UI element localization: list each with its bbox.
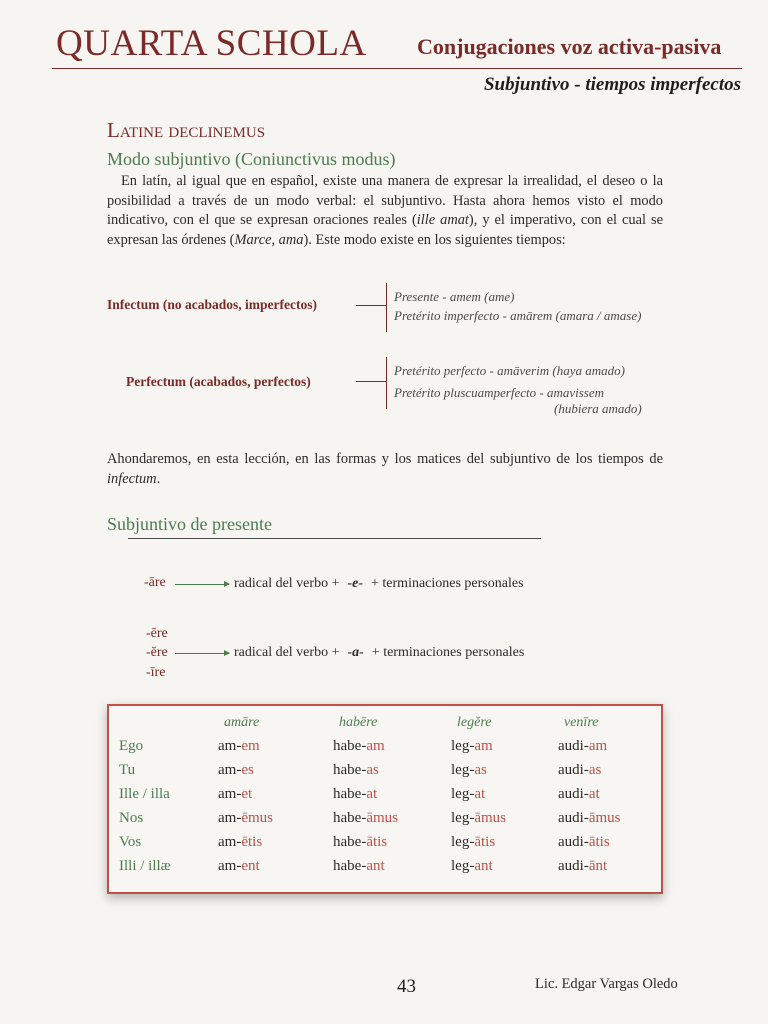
form-ending: am	[366, 738, 385, 754]
form-stem: habe-	[333, 762, 367, 778]
conjugated-form	[333, 738, 385, 755]
perfectum-label: Perfectum (acabados, perfectos)	[126, 374, 311, 389]
conjugated-form	[333, 762, 379, 779]
form-ending: at	[366, 786, 378, 802]
form-stem: audi-	[558, 786, 589, 802]
mode-heading: Modo subjuntivo (Coniunctivus modus)	[107, 149, 396, 169]
formula-rule-2	[234, 645, 524, 661]
form-ending: am	[588, 738, 608, 754]
form-stem: audi-	[558, 810, 589, 826]
pronoun-label: Vos	[119, 834, 142, 850]
form-ending: as	[366, 762, 379, 778]
verb-ending: -īre	[146, 665, 166, 680]
pronoun-label: Tu	[119, 762, 136, 778]
form-ending: āmus	[474, 810, 506, 826]
form-stem: am-	[218, 834, 242, 850]
form-stem: audi-	[558, 762, 589, 778]
form-stem: leg-	[451, 858, 475, 874]
conjugated-form	[451, 810, 506, 827]
section-heading: Latine declinemus	[107, 118, 266, 142]
arrow-icon	[175, 584, 229, 585]
form-stem: habe-	[333, 810, 367, 826]
form-stem: leg-	[451, 786, 475, 802]
conjugated-form	[558, 786, 600, 803]
formula-rule-1	[234, 576, 524, 592]
tense-item: Pretérito pluscuamperfecto - amavissem	[394, 385, 604, 400]
form-stem: am-	[218, 762, 242, 778]
form-ending: ātis	[474, 834, 496, 850]
conjugated-form	[218, 834, 262, 851]
text-run: .	[156, 470, 161, 487]
text-run: ). Este modo existe en los siguientes tiempos:	[303, 231, 566, 248]
form-stem: habe-	[333, 834, 367, 850]
form-ending: ant	[474, 858, 493, 874]
form-ending: āmus	[366, 810, 398, 826]
form-stem: leg-	[451, 834, 475, 850]
conjugated-form	[558, 834, 610, 851]
page-number: 43	[397, 976, 416, 997]
text-run: Ahondaremos, en esta lección, en las formas y los matices del subjuntivo de los tiempos de	[107, 451, 663, 467]
perfectum-bracket	[386, 357, 387, 409]
conjugated-form	[451, 738, 493, 755]
form-stem: audi-	[558, 738, 589, 754]
tense-item: Pretérito imperfecto - amārem (amara / amase)	[394, 308, 642, 323]
conjugation-table	[107, 704, 663, 894]
conjugated-form	[218, 858, 260, 875]
tense-item: Pretérito perfecto - amāverim (haya amado)	[394, 363, 625, 378]
form-stem: am-	[218, 858, 242, 874]
formula-vowel: -a-	[347, 645, 364, 660]
form-stem: habe-	[333, 786, 367, 802]
conjugated-form	[218, 762, 254, 779]
subjuntivo-heading: Subjuntivo de presente	[107, 514, 272, 534]
formula-vowel: -e-	[347, 576, 364, 591]
form-ending: et	[241, 786, 253, 802]
conjugated-form	[558, 858, 607, 875]
infectum-label: Infectum (no acabados, imperfectos)	[107, 297, 317, 312]
conjugated-form	[333, 834, 387, 851]
infectum-bracket-line	[356, 305, 386, 306]
form-stem: habe-	[333, 858, 367, 874]
form-ending: es	[241, 762, 254, 778]
text-run: ), y el imperativo, con el cual se expresan las órdenes (	[107, 212, 663, 248]
form-ending: āmus	[588, 810, 621, 826]
brand-title: QUARTA SCHOLA	[56, 23, 367, 64]
form-stem: leg-	[451, 762, 475, 778]
author-credit: Lic. Edgar Vargas Oledo	[535, 976, 678, 992]
verb-header: habēre	[339, 715, 378, 730]
form-stem: am-	[218, 738, 242, 754]
verb-header: venīre	[564, 715, 599, 730]
pronoun-label: Nos	[119, 810, 144, 826]
italic-example: infectum	[107, 470, 157, 487]
conjugated-form	[558, 738, 607, 755]
pronoun-label: Ille / illa	[119, 786, 170, 802]
form-ending: ātis	[588, 834, 610, 850]
conjugated-form	[218, 810, 273, 827]
conjugated-form	[451, 762, 487, 779]
conjugated-form	[451, 786, 485, 803]
form-ending: at	[588, 786, 600, 802]
infectum-bracket	[386, 283, 387, 332]
form-ending: ant	[366, 858, 385, 874]
tense-item: Presente - amem (ame)	[394, 289, 515, 304]
form-ending: ānt	[588, 858, 608, 874]
verb-ending: -ĕre	[146, 645, 168, 660]
conjugated-form	[218, 786, 252, 803]
form-ending: as	[474, 762, 487, 778]
form-ending: at	[474, 786, 486, 802]
formula-radical: radical del verbo +	[234, 645, 340, 660]
conjugated-form	[333, 858, 385, 875]
form-stem: leg-	[451, 738, 475, 754]
arrow-icon	[175, 653, 229, 654]
form-ending: em	[241, 738, 260, 754]
pronoun-label: Illi / illæ	[119, 858, 171, 874]
form-ending: ent	[241, 858, 260, 874]
verb-ending: -āre	[144, 575, 166, 590]
perfectum-bracket-line	[356, 381, 386, 382]
document-title: Conjugaciones voz activa-pasiva	[417, 34, 722, 59]
italic-example: ille amat	[416, 212, 469, 228]
form-ending: ētis	[241, 834, 263, 850]
tense-note: (hubiera amado)	[554, 401, 642, 416]
form-ending: ātis	[366, 834, 388, 850]
conjugated-form	[558, 762, 601, 779]
form-stem: audi-	[558, 834, 589, 850]
form-stem: audi-	[558, 858, 589, 874]
form-stem: habe-	[333, 738, 367, 754]
form-stem: am-	[218, 786, 242, 802]
pronoun-label: Ego	[119, 738, 144, 754]
form-stem: am-	[218, 810, 242, 826]
form-stem: leg-	[451, 810, 475, 826]
conjugated-form	[333, 786, 377, 803]
subjuntivo-rule	[128, 538, 541, 539]
header-rule	[52, 68, 742, 69]
verb-header: amāre	[224, 715, 260, 730]
conjugated-form	[333, 810, 398, 827]
verb-header: legĕre	[457, 715, 492, 730]
formula-endings: + terminaciones personales	[371, 645, 525, 660]
form-ending: ēmus	[241, 810, 273, 826]
formula-radical: radical del verbo +	[234, 576, 340, 591]
document-subtitle: Subjuntivo - tiempos imperfectos	[483, 74, 741, 95]
conjugated-form	[558, 810, 621, 827]
italic-example: Marce, ama	[234, 231, 304, 248]
intro-paragraph	[107, 172, 663, 250]
conjugated-form	[451, 858, 493, 875]
outro-paragraph	[107, 450, 663, 489]
form-ending: am	[474, 738, 493, 754]
form-ending: as	[588, 762, 602, 778]
verb-ending: -ēre	[146, 626, 168, 641]
conjugated-form	[218, 738, 260, 755]
text-run: En latín, al igual que en español, existe una manera de expresar la irrealidad, el deseo o la posibilidad a través de un modo verbal: el subjuntivo. Hasta ahora hemos visto el modo indicativo, con el que se expresan oraciones reales (	[107, 173, 663, 228]
conjugated-form	[451, 834, 495, 851]
formula-endings: + terminaciones personales	[371, 576, 524, 591]
